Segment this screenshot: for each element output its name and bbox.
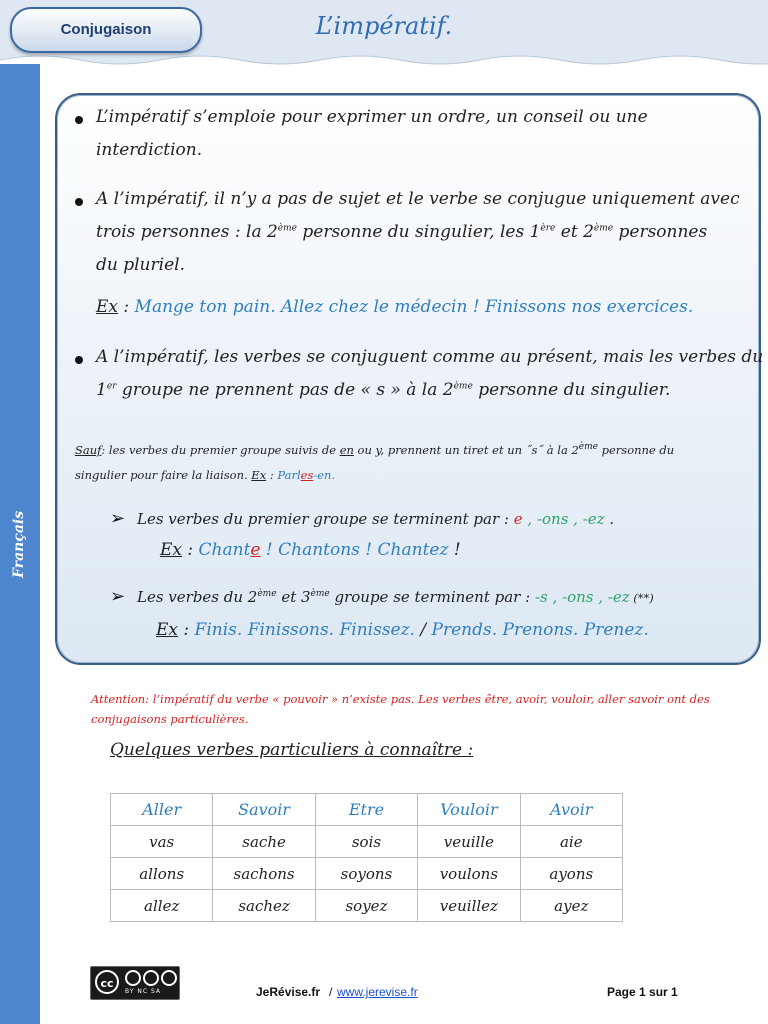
cc-label: BY NC SA — [125, 988, 161, 995]
cc-icon: cc — [95, 970, 119, 994]
table-cell: sache — [213, 826, 315, 858]
table-cell: allez — [111, 890, 213, 922]
arrow-right-icon: ➢ — [110, 508, 126, 529]
table-header-cell: Aller — [111, 794, 213, 826]
example-1: Ex : Mange ton pain. Allez chez le médecin ! Finissons nos exercices. — [96, 297, 694, 317]
table-cell: sachons — [213, 858, 315, 890]
verb-table — [110, 793, 623, 922]
table-cell: veuille — [418, 826, 520, 858]
site-link[interactable]: www.jerevise.fr — [337, 985, 418, 999]
sidebar-label: Français — [11, 510, 27, 578]
bullet-icon — [75, 198, 83, 206]
rule-2-line-3: du pluriel. — [96, 255, 185, 275]
table-cell: aie — [520, 826, 622, 858]
table-cell: veuillez — [418, 890, 520, 922]
table-header-row — [111, 794, 623, 826]
page-number: Page 1 sur 1 — [607, 985, 678, 999]
table-cell: soyons — [315, 858, 417, 890]
creative-commons-badge[interactable] — [90, 966, 180, 1000]
header-wave — [0, 52, 768, 74]
rules-box — [55, 93, 764, 665]
rule-3-line-2: 1er groupe ne prennent pas de « s » à la 2ème personne du singulier. — [96, 380, 671, 400]
page-title: L’impératif. — [315, 12, 453, 40]
rule-2-line-1: A l’impératif, il n’y a pas de sujet et le verbe se conjugue uniquement avec — [96, 189, 740, 209]
table-cell: ayons — [520, 858, 622, 890]
group-1-example: Ex : Chante ! Chantons ! Chantez ! — [160, 540, 461, 560]
arrow-right-icon: ➢ — [110, 586, 126, 607]
group-1-rule: Les verbes du premier groupe se terminent par : e , -ons , -ez . — [137, 510, 615, 528]
table-cell: vas — [111, 826, 213, 858]
table-row — [111, 858, 623, 890]
table-header-cell: Etre — [315, 794, 417, 826]
attention-line-2: conjugaisons particulières. — [91, 712, 249, 726]
table-cell: sachez — [213, 890, 315, 922]
nc-icon — [143, 970, 159, 986]
site-name: JeRévise.fr — [256, 985, 321, 999]
table-header-cell: Vouloir — [418, 794, 520, 826]
attention-line-1: Attention: l’impératif du verbe « pouvoir » n’existe pas. Les verbes être, avoir, vouloir, aller savoir ont des — [91, 692, 710, 706]
sauf-line-1: Sauf: les verbes du premier groupe suivis de en ou y, prennent un tiret et un ˝s˝ à la 2ème personne du — [75, 442, 675, 457]
table-cell: soyez — [315, 890, 417, 922]
footer-separator: / — [329, 985, 333, 999]
sauf-line-2: singulier pour faire la liaison. Ex : Parles-en. — [75, 468, 336, 482]
sa-icon — [161, 970, 177, 986]
table-cell: allons — [111, 858, 213, 890]
by-icon — [125, 970, 141, 986]
rule-3-line-1: A l’impératif, les verbes se conjuguent comme au présent, mais les verbes du — [96, 347, 764, 367]
rule-2-line-2: trois personnes : la 2ème personne du singulier, les 1ère et 2ème personnes — [96, 222, 708, 242]
rule-1-line-1: L’impératif s’emploie pour exprimer un ordre, un conseil ou une — [96, 107, 648, 127]
group-2-rule: Les verbes du 2ème et 3ème groupe se terminent par : -s , -ons , -ez (**) — [137, 588, 654, 606]
table-header-cell: Savoir — [213, 794, 315, 826]
table-cell: sois — [315, 826, 417, 858]
table-header-cell: Avoir — [520, 794, 622, 826]
bullet-icon — [75, 356, 83, 364]
rule-1-line-2: interdiction. — [96, 140, 203, 160]
bullet-icon — [75, 116, 83, 124]
group-2-example: Ex : Finis. Finissons. Finissez. / Prends. Prenons. Prenez. — [156, 620, 649, 640]
table-row — [111, 826, 623, 858]
table-cell: voulons — [418, 858, 520, 890]
table-cell: ayez — [520, 890, 622, 922]
table-title: Quelques verbes particuliers à connaître : — [110, 740, 474, 760]
section-badge: Conjugaison — [10, 7, 202, 53]
table-row — [111, 890, 623, 922]
